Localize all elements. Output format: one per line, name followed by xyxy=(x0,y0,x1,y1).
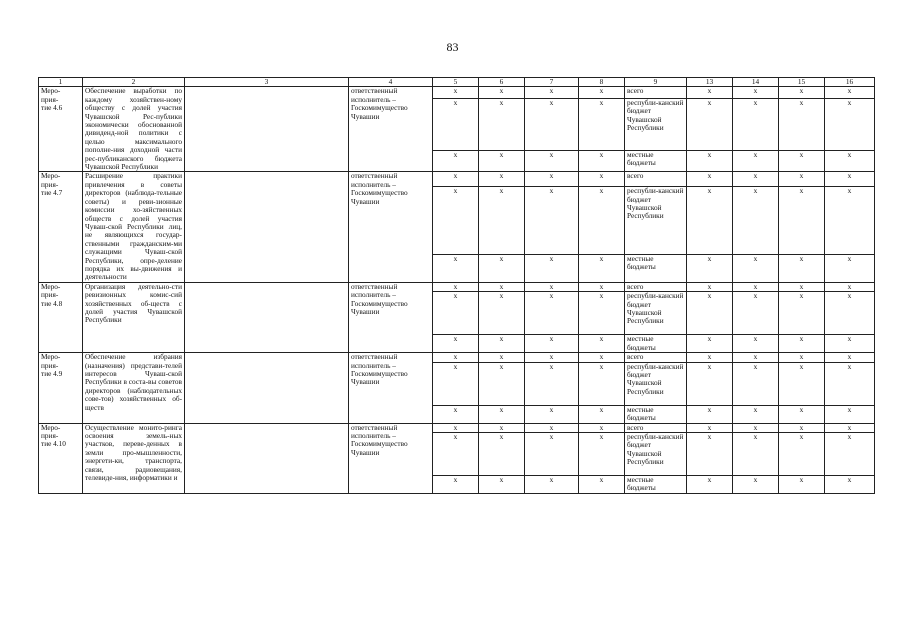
funding-source: всего xyxy=(625,282,687,291)
cell-value: х xyxy=(579,98,625,150)
cell-value: х xyxy=(579,187,625,254)
cell-value: х xyxy=(779,150,825,172)
cell-value: х xyxy=(733,172,779,187)
cell-value: х xyxy=(687,432,733,475)
cell-value: х xyxy=(779,187,825,254)
cell-value: х xyxy=(433,150,479,172)
cell-value: х xyxy=(779,87,825,98)
cell-value: х xyxy=(779,98,825,150)
responsible-executor: ответственный исполнитель – Госкомимущество Чувашии xyxy=(349,353,433,423)
empty-cell xyxy=(185,87,349,172)
funding-source: республи-канский бюджет Чувашской Республики xyxy=(625,362,687,405)
cell-value: х xyxy=(779,292,825,335)
cell-value: х xyxy=(733,282,779,291)
responsible-executor: ответственный исполнитель – Госкомимущество Чувашии xyxy=(349,87,433,172)
header-row xyxy=(39,78,875,87)
cell-value: х xyxy=(687,475,733,493)
column-header: 7 xyxy=(525,78,579,87)
cell-value: х xyxy=(433,172,479,187)
cell-value: х xyxy=(733,423,779,432)
cell-value: х xyxy=(825,405,875,423)
empty-cell xyxy=(185,172,349,282)
cell-value: х xyxy=(779,335,825,353)
empty-cell xyxy=(185,353,349,423)
cell-value: х xyxy=(579,254,625,282)
funding-source: республи-канский бюджет Чувашской Республики xyxy=(625,98,687,150)
cell-value: х xyxy=(579,353,625,362)
activity-description: Расширение практики привлечения в советы директоров (наблюда-тельные советы) и реви-зионные комиссии хо-зяйственных обществ с долей участия Чуваш-ской Республики лиц, не являющихся государ-ственными гражданским-ми служащими Чуваш-ской Республики, опре-деление порядка их вы-движения и деятельности xyxy=(83,172,185,282)
funding-source: всего xyxy=(625,172,687,187)
cell-value: х xyxy=(579,475,625,493)
cell-value: х xyxy=(825,432,875,475)
cell-value: х xyxy=(779,254,825,282)
cell-value: х xyxy=(479,98,525,150)
cell-value: х xyxy=(433,432,479,475)
cell-value: х xyxy=(579,87,625,98)
cell-value: х xyxy=(525,150,579,172)
responsible-executor: ответственный исполнитель – Госкомимущество Чувашии xyxy=(349,423,433,493)
cell-value: х xyxy=(825,172,875,187)
cell-value: х xyxy=(479,87,525,98)
cell-value: х xyxy=(733,254,779,282)
cell-value: х xyxy=(479,423,525,432)
table-row xyxy=(39,282,875,291)
cell-value: х xyxy=(779,423,825,432)
cell-value: х xyxy=(479,187,525,254)
cell-value: х xyxy=(433,282,479,291)
column-header: 13 xyxy=(687,78,733,87)
cell-value: х xyxy=(433,187,479,254)
cell-value: х xyxy=(779,362,825,405)
cell-value: х xyxy=(479,475,525,493)
column-header: 6 xyxy=(479,78,525,87)
cell-value: х xyxy=(825,353,875,362)
cell-value: х xyxy=(525,405,579,423)
column-header: 14 xyxy=(733,78,779,87)
cell-value: х xyxy=(825,98,875,150)
cell-value: х xyxy=(479,405,525,423)
activity-id: Меро- прия- тие 4.8 xyxy=(39,282,83,352)
cell-value: х xyxy=(733,150,779,172)
cell-value: х xyxy=(433,292,479,335)
cell-value: х xyxy=(525,187,579,254)
cell-value: х xyxy=(733,475,779,493)
cell-value: х xyxy=(433,335,479,353)
cell-value: х xyxy=(687,353,733,362)
cell-value: х xyxy=(687,187,733,254)
cell-value: х xyxy=(579,335,625,353)
cell-value: х xyxy=(779,475,825,493)
cell-value: х xyxy=(825,282,875,291)
page-number: 83 xyxy=(446,40,459,54)
responsible-executor: ответственный исполнитель – Госкомимущество Чувашии xyxy=(349,282,433,352)
cell-value: х xyxy=(433,362,479,405)
cell-value: х xyxy=(733,353,779,362)
funding-source: всего xyxy=(625,87,687,98)
cell-value: х xyxy=(779,432,825,475)
column-header: 3 xyxy=(185,78,349,87)
funding-source: местные бюджеты xyxy=(625,150,687,172)
cell-value: х xyxy=(825,150,875,172)
funding-source: местные бюджеты xyxy=(625,254,687,282)
funding-source: всего xyxy=(625,423,687,432)
column-header: 15 xyxy=(779,78,825,87)
cell-value: х xyxy=(479,150,525,172)
cell-value: х xyxy=(479,292,525,335)
empty-cell xyxy=(185,423,349,493)
cell-value: х xyxy=(579,282,625,291)
cell-value: х xyxy=(687,362,733,405)
funding-source: местные бюджеты xyxy=(625,405,687,423)
cell-value: х xyxy=(433,475,479,493)
cell-value: х xyxy=(825,335,875,353)
cell-value: х xyxy=(525,98,579,150)
activity-description: Обеспечение избрания (назначения) представи-телей интересов Чуваш-ской Республики в соста-вы советов директоров (наблюдательных сове-тов) хозяйственных об-ществ xyxy=(83,353,185,423)
activity-description: Обеспечение выработки по каждому хозяйствен-ному обществу с долей участия Чувашской Рес-публики экономически обоснованной дивиденд-ной политики с целью максимального пополне-ния доходной части рес-публиканского бюджета Чувашской Республики xyxy=(83,87,185,172)
cell-value: х xyxy=(733,87,779,98)
cell-value: х xyxy=(479,282,525,291)
cell-value: х xyxy=(825,187,875,254)
cell-value: х xyxy=(525,475,579,493)
cell-value: х xyxy=(433,98,479,150)
responsible-executor: ответственный исполнитель – Госкомимущество Чувашии xyxy=(349,172,433,282)
cell-value: х xyxy=(687,292,733,335)
cell-value: х xyxy=(687,423,733,432)
cell-value: х xyxy=(825,254,875,282)
funding-source: республи-канский бюджет Чувашской Республики xyxy=(625,292,687,335)
cell-value: х xyxy=(479,432,525,475)
cell-value: х xyxy=(525,172,579,187)
cell-value: х xyxy=(525,353,579,362)
cell-value: х xyxy=(579,172,625,187)
column-header: 2 xyxy=(83,78,185,87)
cell-value: х xyxy=(479,172,525,187)
cell-value: х xyxy=(687,172,733,187)
cell-value: х xyxy=(687,254,733,282)
cell-value: х xyxy=(525,87,579,98)
cell-value: х xyxy=(779,282,825,291)
cell-value: х xyxy=(479,254,525,282)
cell-value: х xyxy=(687,405,733,423)
cell-value: х xyxy=(579,423,625,432)
cell-value: х xyxy=(525,282,579,291)
column-header: 5 xyxy=(433,78,479,87)
cell-value: х xyxy=(433,405,479,423)
cell-value: х xyxy=(687,335,733,353)
table-row xyxy=(39,87,875,98)
cell-value: х xyxy=(687,87,733,98)
table-row xyxy=(39,172,875,187)
cell-value: х xyxy=(579,362,625,405)
funding-source: местные бюджеты xyxy=(625,475,687,493)
cell-value: х xyxy=(433,87,479,98)
funding-source: всего xyxy=(625,353,687,362)
table-row xyxy=(39,353,875,362)
cell-value: х xyxy=(733,292,779,335)
activity-id: Меро- прия- тие 4.9 xyxy=(39,353,83,423)
cell-value: х xyxy=(733,432,779,475)
cell-value: х xyxy=(825,292,875,335)
cell-value: х xyxy=(825,475,875,493)
cell-value: х xyxy=(525,254,579,282)
column-header: 16 xyxy=(825,78,875,87)
cell-value: х xyxy=(525,423,579,432)
cell-value: х xyxy=(479,335,525,353)
activities-table xyxy=(38,77,875,494)
cell-value: х xyxy=(687,150,733,172)
cell-value: х xyxy=(687,282,733,291)
cell-value: х xyxy=(433,353,479,362)
cell-value: х xyxy=(733,362,779,405)
column-header: 9 xyxy=(625,78,687,87)
cell-value: х xyxy=(687,98,733,150)
activity-description: Организация деятельно-сти ревизионных комис-сий хозяйственных об-ществ с долей участия Чувашской Республики xyxy=(83,282,185,352)
empty-cell xyxy=(185,282,349,352)
column-header: 8 xyxy=(579,78,625,87)
cell-value: х xyxy=(525,292,579,335)
activity-id: Меро- прия- тие 4.7 xyxy=(39,172,83,282)
cell-value: х xyxy=(433,423,479,432)
activity-id: Меро- прия- тие 4.10 xyxy=(39,423,83,493)
cell-value: х xyxy=(733,187,779,254)
cell-value: х xyxy=(479,353,525,362)
cell-value: х xyxy=(825,87,875,98)
activity-id: Меро- прия- тие 4.6 xyxy=(39,87,83,172)
cell-value: х xyxy=(779,405,825,423)
cell-value: х xyxy=(579,150,625,172)
cell-value: х xyxy=(579,405,625,423)
column-header: 4 xyxy=(349,78,433,87)
cell-value: х xyxy=(733,335,779,353)
cell-value: х xyxy=(525,432,579,475)
cell-value: х xyxy=(779,172,825,187)
cell-value: х xyxy=(525,362,579,405)
activity-description: Осуществление монито-ринга освоения земель-ных участков, переве-денных в земли про-мышленности, энергети-ки, транспорта, связи, радиовещания, телевиде-ния, информатики и xyxy=(83,423,185,493)
cell-value: х xyxy=(825,423,875,432)
funding-source: республи-канский бюджет Чувашской Республики xyxy=(625,187,687,254)
cell-value: х xyxy=(733,405,779,423)
cell-value: х xyxy=(525,335,579,353)
funding-source: республи-канский бюджет Чувашской Республики xyxy=(625,432,687,475)
cell-value: х xyxy=(825,362,875,405)
column-header: 1 xyxy=(39,78,83,87)
funding-source: местные бюджеты xyxy=(625,335,687,353)
cell-value: х xyxy=(579,292,625,335)
cell-value: х xyxy=(579,432,625,475)
cell-value: х xyxy=(779,353,825,362)
cell-value: х xyxy=(433,254,479,282)
cell-value: х xyxy=(733,98,779,150)
cell-value: х xyxy=(479,362,525,405)
table-row xyxy=(39,423,875,432)
